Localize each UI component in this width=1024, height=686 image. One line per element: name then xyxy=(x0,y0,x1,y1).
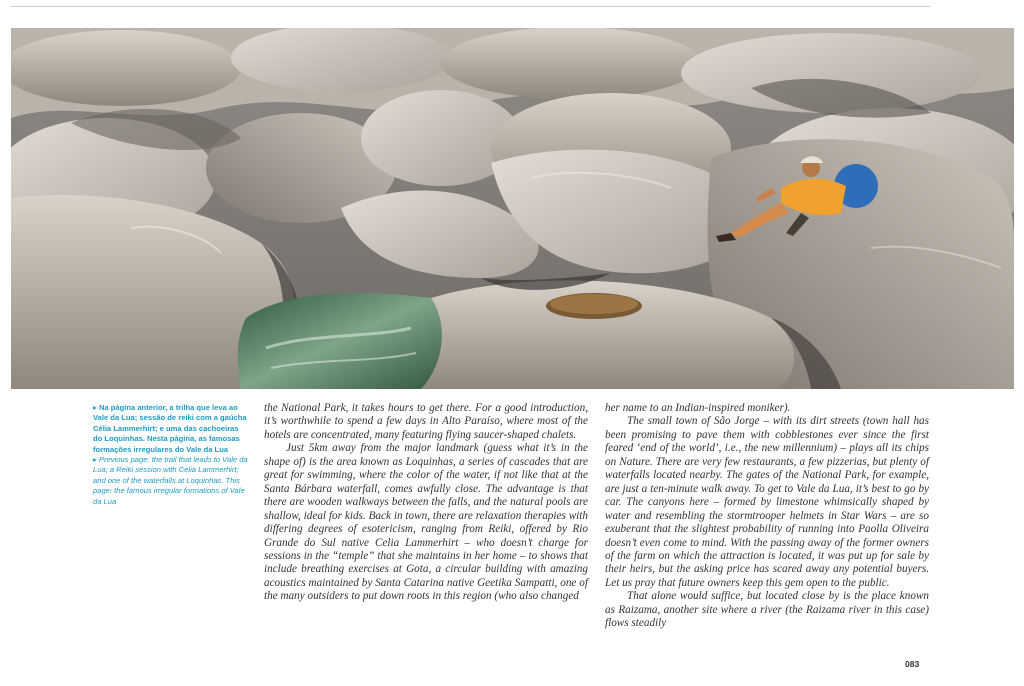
page-number: 083 xyxy=(905,659,920,669)
article-column-2 xyxy=(605,402,929,631)
caption-english: ▸ Previous page: the trail that leads to Vale da Lua; a Reiki session with Celia Lammerhirt; and one of the waterfalls at Loquinhas. This page: the famous irregular formations of Vale da Lua xyxy=(93,455,248,506)
paragraph: That alone would suffice, but located close by is the place known as Raizama, another site where a river (the Raizama river in this case) flows steadily xyxy=(605,590,929,630)
paragraph: The small town of São Jorge – with its dirt streets (town hall has been promising to pave them with cobblestones ever since the first feared ‘end of the world’, i.e., the new millennium) – plays all its chips on Nature. There are very few restaurants, a few pizzerias, but plenty of waterfalls located nearby. The gates of the National Park, for example, are just a ten-minute walk away. To get to Vale da Lua, it’s best to go by car. The canyons here – formed by limestone whimsically shaped by water and resembling the stormtrooper helmets in Star Wars – are so exuberant that the slightest probability of running into Paolla Oliveira doesn’t even come to mind. With the passing away of the former owners of the farm on which the attraction is located, it was put up for sale by their heirs, but the asking price has scared away any potential buyers. Let us pray that future owners keep this gem open to the public. xyxy=(605,415,929,589)
caption-portuguese: Na página anterior, a trilha que leva ao Vale da Lua; sessão de reiki com a gaúcha Célia Lammerhirt; e uma das cachoeiras do Loquinhas. Nesta página, as famosas formações irregulares do Vale da Lua xyxy=(93,403,247,454)
paragraph: her name to an Indian-inspired moniker). xyxy=(605,402,791,414)
top-rule xyxy=(10,6,930,7)
photo-caption xyxy=(93,403,248,507)
article-column-1 xyxy=(264,402,588,604)
canyon-photo xyxy=(11,28,1014,389)
paragraph: Just 5km away from the major landmark (guess what it’s in the shape of) is the area known as Loquinhas, a series of cascades that are great for swimming, where the color of the water, if not like that at the Santa Bárbara waterfall, comes awfully close. The advantage is that there are wooden walkways between the falls, and the natural pools are shallow, ideal for kids. Back in town, there are relaxation therapies with differing degrees of esotericism, ranging from Reiki, offered by Rio Grande do Sul native Celia Lammerhirt – who doesn’t charge for sessions in the “temple” that she maintains in her home – to shows that include breathing exercises at Gota, a circular building with amazing acoustics maintained by Santa Catarina native Geetika Sampatti, one of the many outsiders to put down roots in this region (who also changed xyxy=(264,442,588,603)
caption-marker: ▸ xyxy=(93,403,97,412)
paragraph: the National Park, it takes hours to get there. For a good introduction, it’s worthwhile to spend a few days in Alto Paraíso, where most of the hotels are concentrated, many featuring flying saucer-shaped chalets. xyxy=(264,402,588,441)
canyon-rock-formations-image xyxy=(11,28,1014,389)
